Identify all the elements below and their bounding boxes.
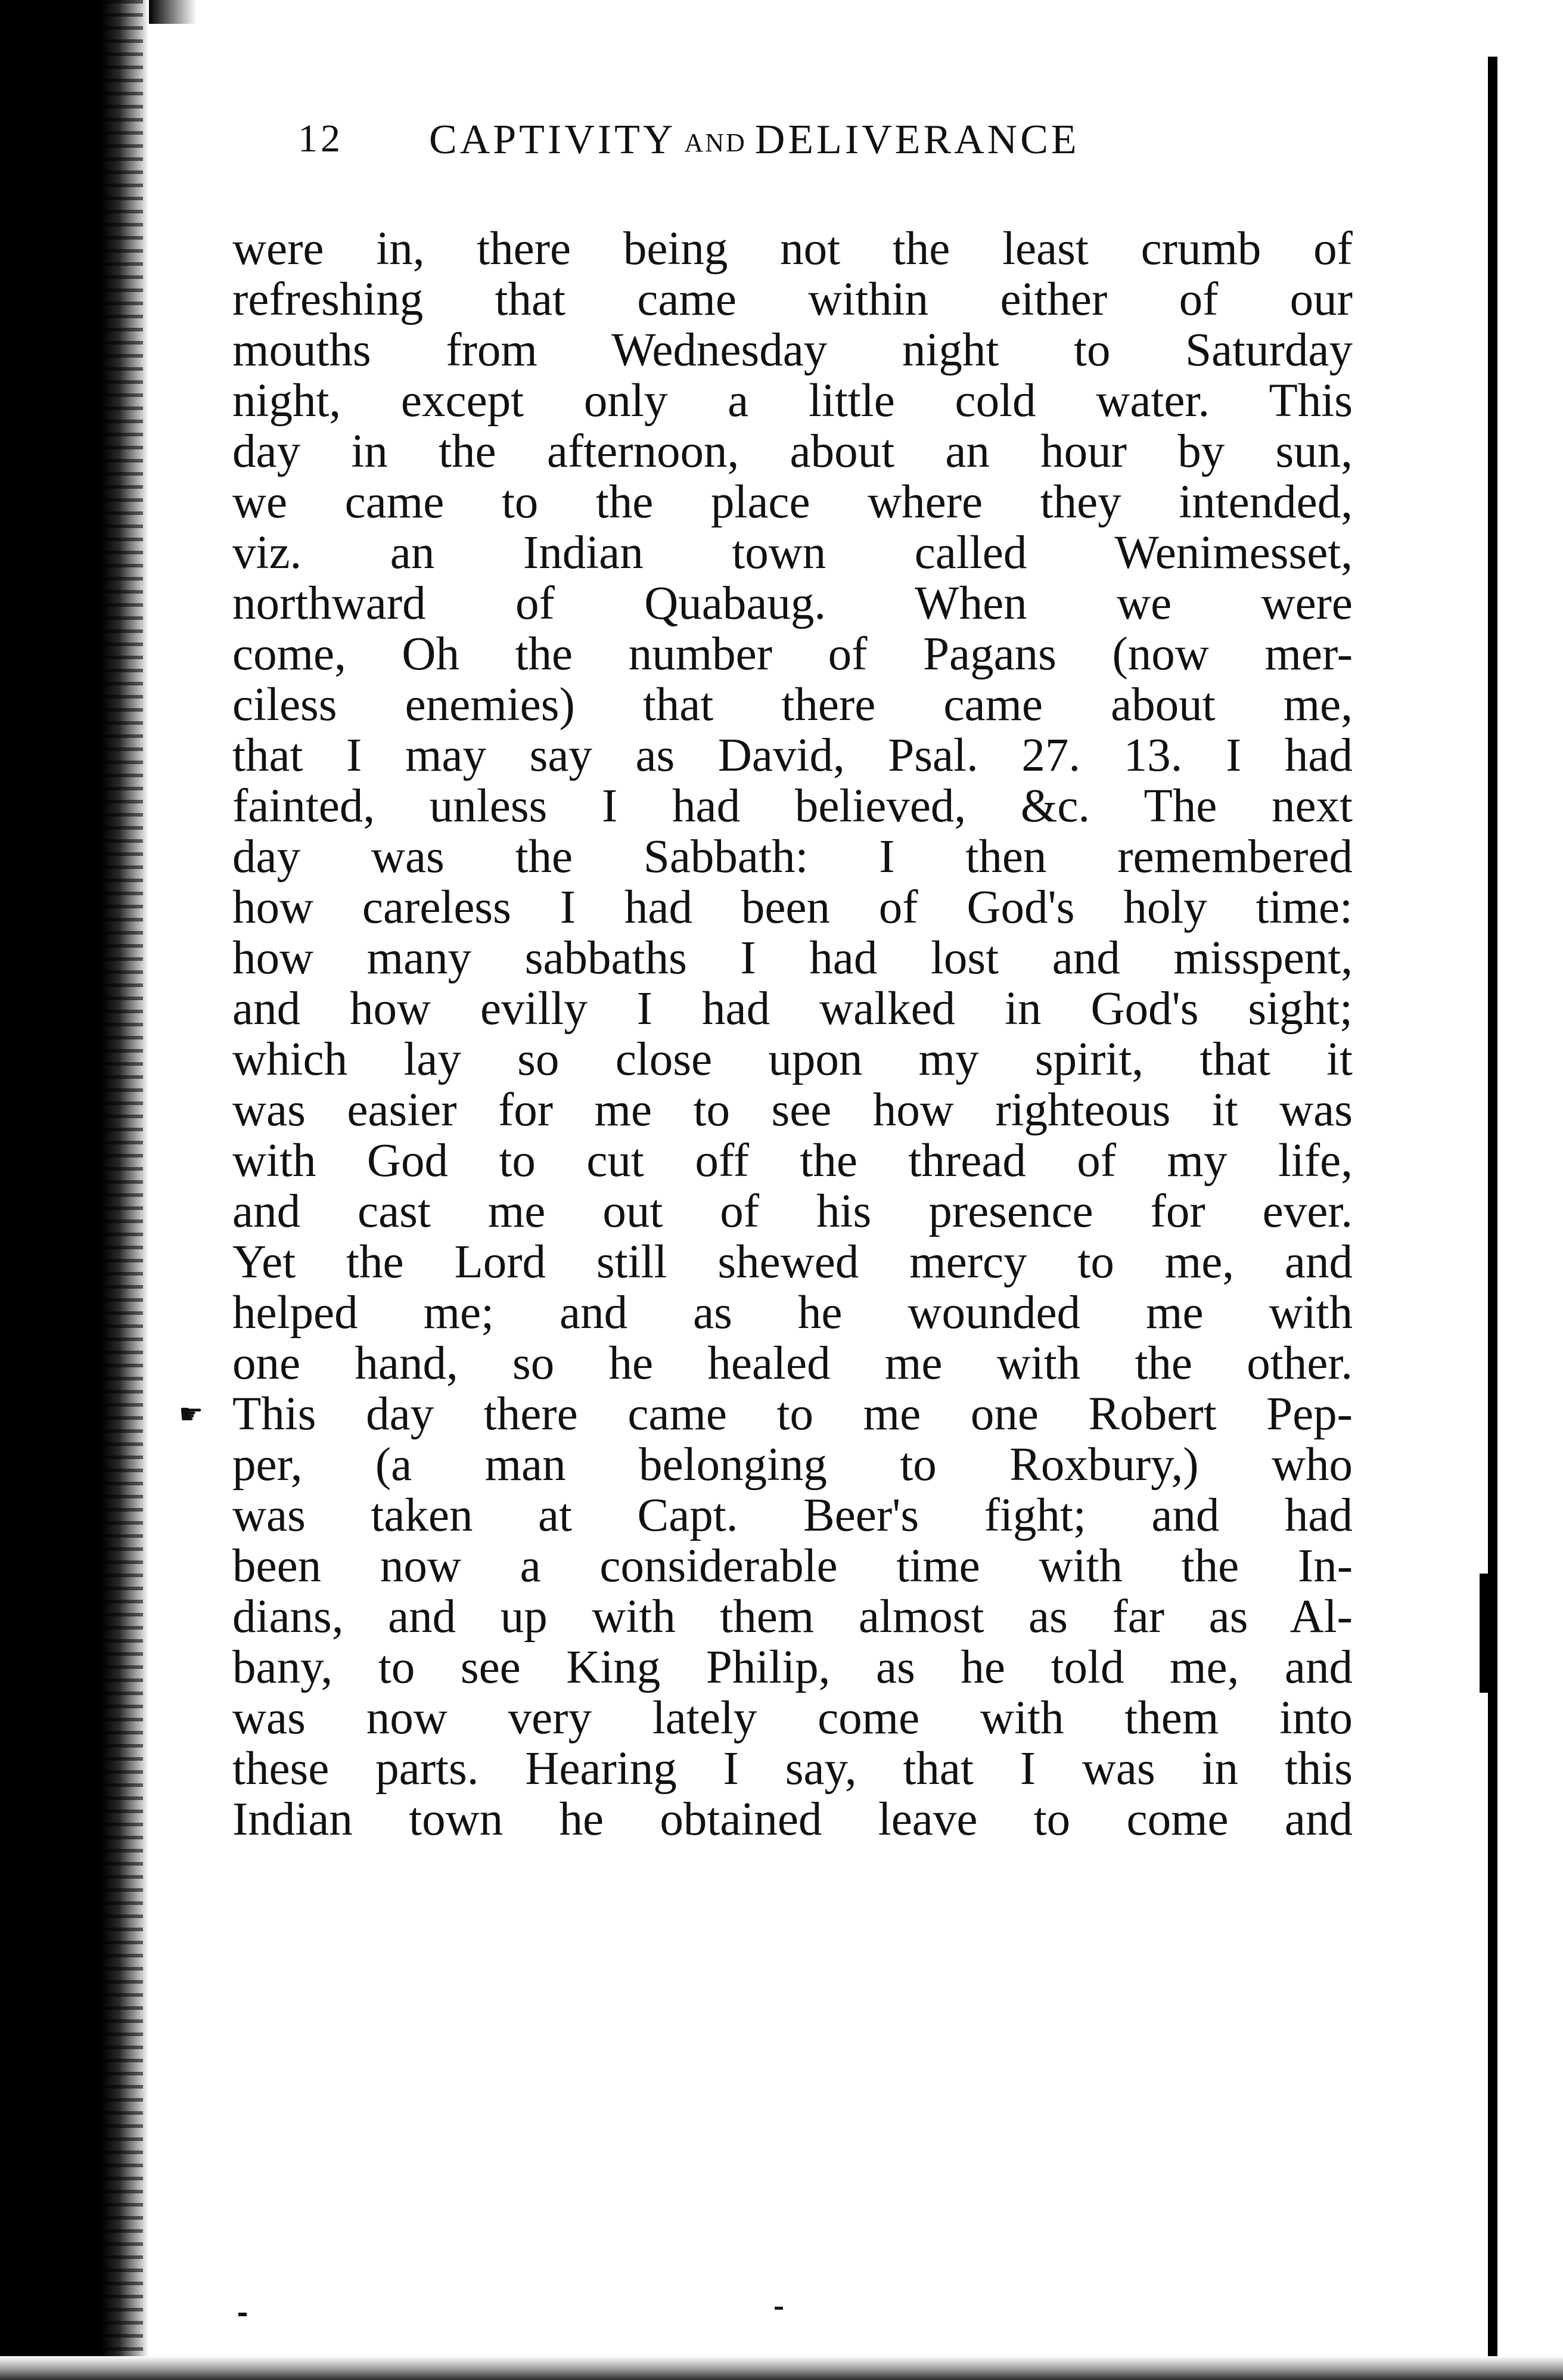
- text-line-content: dians, and up with them almost as far as Al-: [232, 1591, 1353, 1643]
- text-line: [232, 1541, 1353, 1591]
- text-line: [232, 1135, 1353, 1186]
- running-title-left: CAPTIVITY: [429, 117, 676, 163]
- scan-left-edge: [0, 0, 149, 2380]
- text-line-content: one hand, so he healed me with the other.: [232, 1338, 1353, 1389]
- text-line: [232, 1237, 1353, 1287]
- text-line-content: ciless enemies) that there came about me,: [232, 679, 1353, 731]
- text-line-content: how careless I had been of God's holy time:: [232, 882, 1353, 933]
- text-line-content: how many sabbaths I had lost and misspent,: [232, 932, 1353, 984]
- text-line-content: fainted, unless I had believed, &c. The next: [232, 780, 1353, 832]
- text-line-content: been now a considerable time with the In-: [232, 1540, 1353, 1592]
- text-line: [232, 1642, 1353, 1693]
- text-line: [232, 325, 1353, 376]
- text-line-content: helped me; and as he wounded me with: [232, 1287, 1353, 1339]
- text-line: [232, 426, 1353, 477]
- text-line: [232, 1591, 1353, 1642]
- text-line-content: Indian town he obtained leave to come and: [232, 1793, 1353, 1845]
- text-line: [232, 527, 1353, 578]
- body-text: [179, 223, 1353, 1845]
- text-line-content: and how evilly I had walked in God's sight;: [232, 983, 1353, 1035]
- text-line-content: viz. an Indian town called Wenimesset,: [232, 527, 1353, 579]
- running-title-amp: AND: [684, 128, 747, 157]
- text-line: [232, 781, 1353, 831]
- running-title: [429, 116, 1080, 164]
- text-line: [232, 274, 1353, 325]
- text-line-content: bany, to see King Philip, as he told me, and: [232, 1642, 1353, 1693]
- text-line-content: were in, there being not the least crumb of: [232, 223, 1353, 275]
- text-line-content: which lay so close upon my spirit, that it: [232, 1034, 1353, 1085]
- adjoining-page-mark: [1480, 1574, 1496, 1693]
- text-line: [232, 831, 1353, 882]
- text-line: [232, 1338, 1353, 1389]
- text-line-content: was taken at Capt. Beer's fight; and had: [232, 1490, 1353, 1541]
- text-line-content: refreshing that came within either of our: [232, 274, 1353, 325]
- adjoining-page-edge: [1488, 57, 1563, 2380]
- running-title-right: DELIVERANCE: [754, 117, 1080, 163]
- text-line-content: mouths from Wednesday night to Saturday: [232, 324, 1353, 376]
- text-line-content: we came to the place where they intended,: [232, 476, 1353, 528]
- text-line: [232, 477, 1353, 527]
- text-line: [232, 1743, 1353, 1794]
- text-line: [232, 1693, 1353, 1743]
- text-line: [232, 1439, 1353, 1490]
- text-line-content: day in the afternoon, about an hour by sun,: [232, 426, 1353, 477]
- text-line: [232, 1186, 1353, 1237]
- text-line: [232, 933, 1353, 983]
- text-line-content: day was the Sabbath: I then remembered: [232, 831, 1353, 883]
- page-number: 12: [298, 117, 343, 160]
- text-line-content: Yet the Lord still shewed mercy to me, and: [232, 1236, 1353, 1288]
- text-line-content: with God to cut off the thread of my life,: [232, 1135, 1353, 1187]
- running-head: [232, 104, 1353, 194]
- text-line: [232, 983, 1353, 1034]
- text-line-content: these parts. Hearing I say, that I was in this: [232, 1743, 1353, 1795]
- ink-speck: [775, 2307, 783, 2310]
- text-line: [232, 224, 1353, 274]
- text-line: [232, 1794, 1353, 1845]
- text-line: [232, 679, 1353, 730]
- text-line-content: This day there came to me one Robert Pep-: [232, 1388, 1353, 1440]
- text-line: [232, 578, 1353, 629]
- book-page: [179, 104, 1353, 1845]
- text-line-content: night, except only a little cold water. This: [232, 375, 1353, 427]
- ink-speck: [238, 2313, 247, 2316]
- text-line-content: and cast me out of his presence for ever.: [232, 1186, 1353, 1237]
- text-line-content: was now very lately come with them into: [232, 1692, 1353, 1744]
- text-line-content: was easier for me to see how righteous it was: [232, 1084, 1353, 1136]
- text-line-content: per, (a man belonging to Roxbury,) who: [232, 1439, 1353, 1491]
- text-line-content: that I may say as David, Psal. 27. 13. I had: [232, 730, 1353, 781]
- text-line: [232, 629, 1353, 679]
- text-line-content: come, Oh the number of Pagans (now mer-: [232, 628, 1353, 680]
- text-line: [179, 1388, 1353, 1440]
- text-line: [232, 376, 1353, 426]
- pointing-hand-icon: ☛: [179, 1399, 204, 1429]
- text-line: [232, 882, 1353, 933]
- text-line: [232, 1287, 1353, 1338]
- text-line: [232, 1034, 1353, 1085]
- text-line-content: northward of Quabaug. When we were: [232, 578, 1353, 629]
- text-line: [232, 1490, 1353, 1541]
- scan-bottom-edge: [0, 2356, 1563, 2380]
- text-line: [232, 730, 1353, 781]
- text-line: [232, 1085, 1353, 1135]
